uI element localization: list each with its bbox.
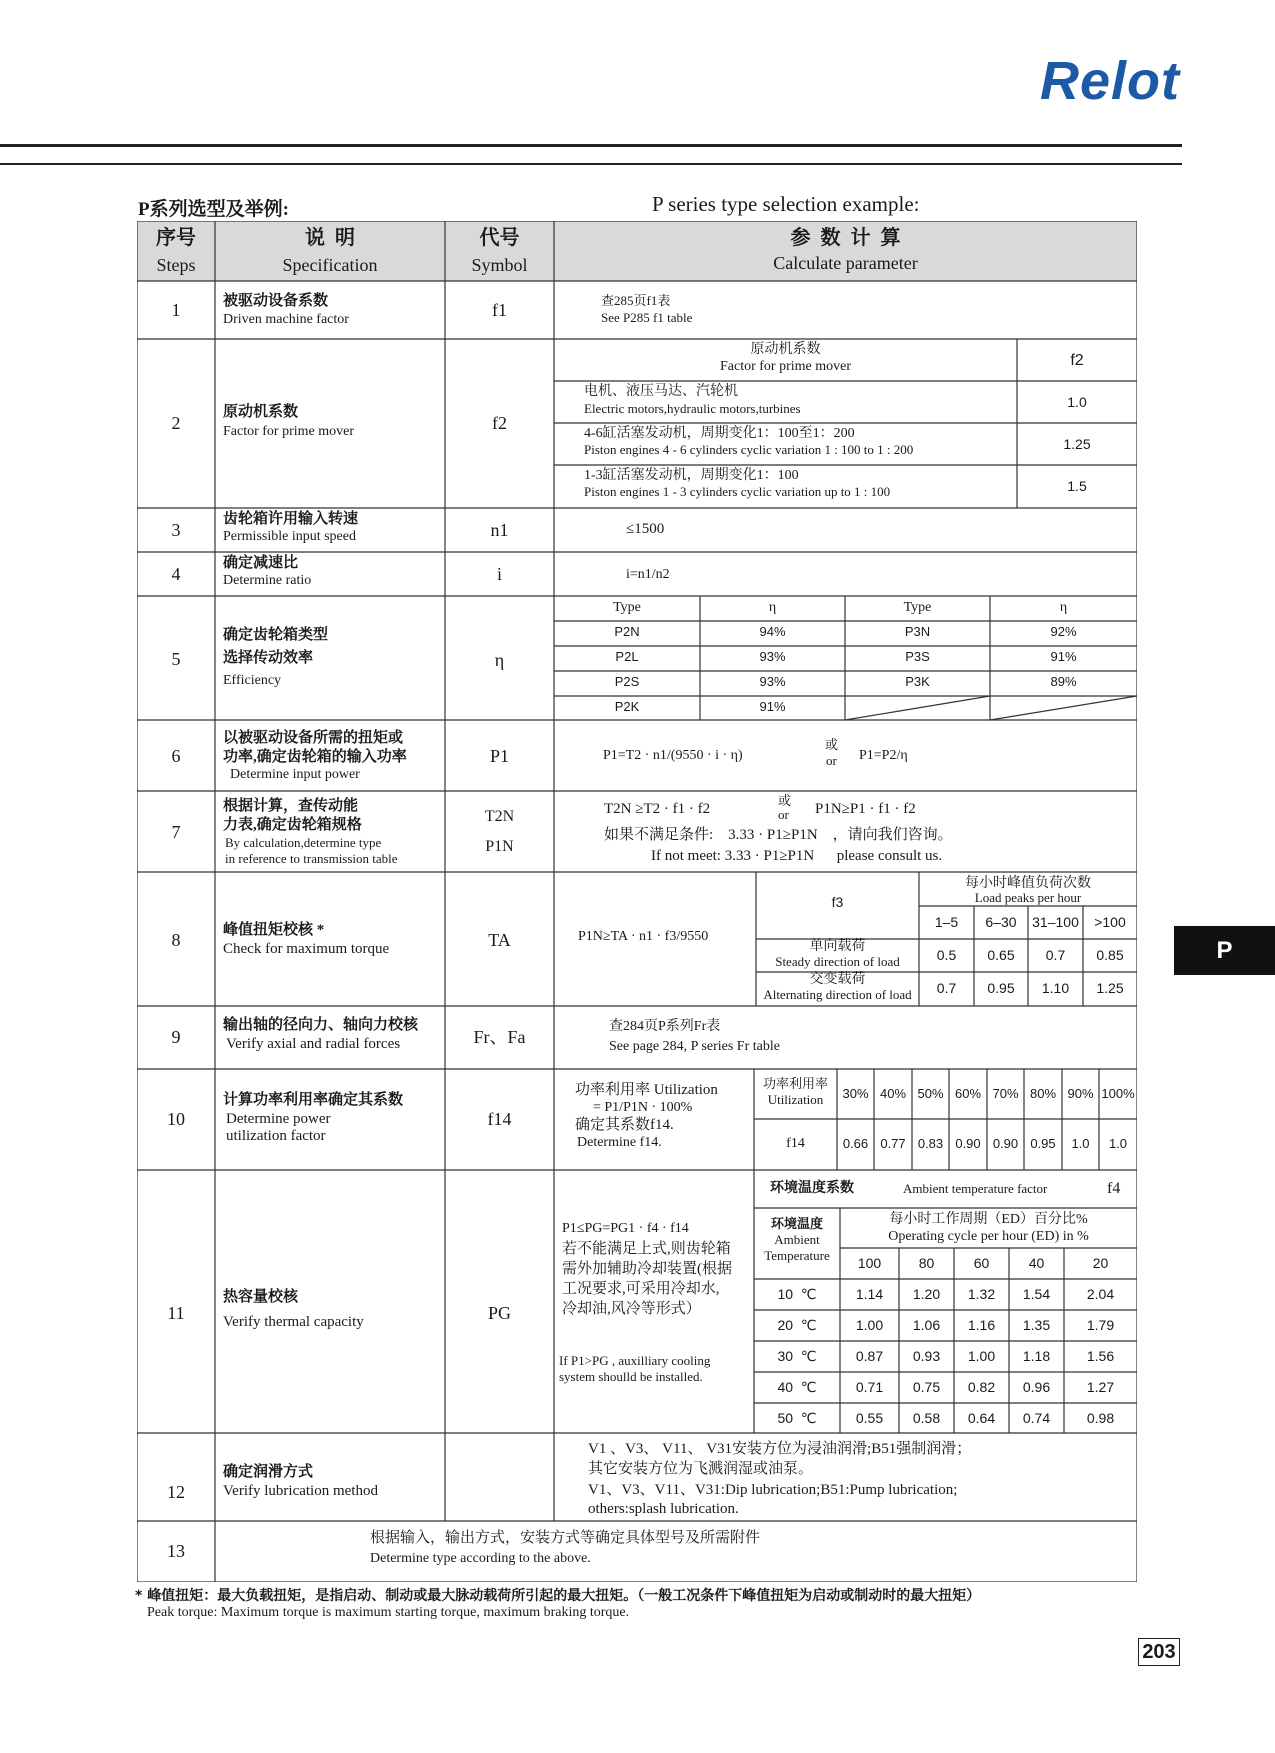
temperature-head-en: Temperature [764, 1248, 830, 1263]
f14-value: 0.90 [992, 1136, 1019, 1151]
step-number: 4 [171, 564, 181, 584]
utilization-text: 功率利用率 Utilization [575, 1082, 718, 1098]
f14-value: 0.95 [1030, 1136, 1056, 1151]
gear-efficiency: 91% [1050, 649, 1077, 664]
f4-value: 0.55 [855, 1410, 884, 1426]
prime-mover-value: 1.25 [1063, 436, 1091, 452]
ambient-temp: 10 ℃ [777, 1286, 817, 1302]
step-number: 3 [171, 520, 181, 540]
symbol: T2N [484, 808, 515, 825]
f3-value: 0.5 [936, 947, 957, 963]
thermal-note-en: If P1>PG , auxilliary cooling [559, 1353, 711, 1368]
symbol: P1 [489, 746, 509, 766]
utilization-pct: 90% [1067, 1086, 1094, 1101]
ambient-temp: 30 ℃ [777, 1348, 817, 1364]
gear-type: P2S [614, 674, 640, 689]
lubrication-en: others:splash lubrication. [588, 1501, 739, 1517]
gear-type: P3K [905, 674, 930, 689]
peak-range: 31–100 [1032, 914, 1079, 930]
thermal-formula: P1≤PG=PG1 · f4 · f14 [562, 1221, 689, 1236]
load-peaks-en: Load peaks per hour [974, 890, 1082, 905]
f4-value: 0.93 [912, 1348, 941, 1364]
formula: T2N ≥T2 · f1 · f2 [604, 801, 711, 817]
brand-logo: Relot [1040, 51, 1180, 111]
step-number: 6 [171, 746, 181, 766]
ed-head-cn: 每小时工作周期（ED）百分比% [889, 1212, 1088, 1227]
spec-cn: 以被驱动设备所需的扭矩或 [223, 730, 404, 746]
section-tab[interactable]: P [1174, 926, 1275, 975]
utilization-text: 确定其系数f14. [575, 1117, 674, 1133]
ambient-factor-cn: 环境温度系数 [770, 1181, 854, 1196]
symbol: η [494, 650, 505, 670]
symbol: f2 [492, 413, 507, 433]
header-calc-en: Calculate parameter [773, 253, 918, 273]
gear-type: P3N [904, 624, 931, 639]
spec-en: Determine input power [230, 767, 360, 782]
spec-en: Check for maximum torque [223, 941, 390, 957]
f14-label: f14 [786, 1136, 805, 1151]
page-title-cn: P系列选型及举例: [138, 199, 289, 220]
peak-range: 1–5 [934, 914, 959, 930]
footnote-cn: * 峰值扭矩：最大负载扭矩，是指启动、制动或最大脉动载荷所引起的最大扭矩。（一般工况条件下峰值扭矩为启动或制动时的最大扭矩） [135, 1588, 981, 1604]
peak-range: >100 [1094, 914, 1126, 930]
gear-type: P2L [615, 649, 639, 664]
calc-value: ≤1500 [626, 521, 665, 537]
header-symbol-en: Symbol [471, 255, 528, 275]
f3-label: f3 [831, 894, 844, 910]
prime-mover-cn: 1-3缸活塞发动机，周期变化1：100 [584, 468, 799, 483]
prime-mover-cn: 4-6缸活塞发动机，周期变化1：100至1：200 [584, 426, 855, 441]
steady-load-en: Steady direction of load [775, 954, 900, 969]
f4-value: 0.82 [967, 1379, 996, 1395]
formula: P1N≥TA · n1 · f3/9550 [578, 929, 709, 944]
utilization-text: Determine f14. [577, 1135, 662, 1150]
step-number: 9 [171, 1027, 181, 1047]
footnote-en: Peak torque: Maximum torque is maximum starting torque, maximum braking torque. [147, 1605, 630, 1620]
step-number: 2 [171, 413, 181, 433]
or-cn: 或 [778, 793, 792, 808]
utilization-pct: 100% [1101, 1086, 1135, 1101]
steady-load-cn: 单向载荷 [809, 939, 866, 954]
f4-value: 0.96 [1022, 1379, 1051, 1395]
formula: P1N≥P1 · f1 · f2 [815, 801, 916, 817]
step-number: 11 [167, 1303, 185, 1323]
header-calc-cn: 参 数 计 算 [790, 227, 901, 249]
spec-en: Efficiency [223, 673, 282, 688]
eff-col-eta: η [1059, 600, 1068, 615]
f3-value: 0.85 [1096, 947, 1124, 963]
utilization-pct: 70% [992, 1086, 1019, 1101]
utilization-pct: 40% [879, 1086, 907, 1101]
header-spec-cn: 说 明 [305, 227, 355, 249]
selection-table [137, 221, 1137, 1582]
calc-en: See page 284, P series Fr table [609, 1039, 780, 1054]
symbol: PG [487, 1303, 511, 1323]
ambient-temp: 40 ℃ [777, 1379, 817, 1395]
spec-en: Verify axial and radial forces [226, 1036, 401, 1052]
spec-cn: 被驱动设备系数 [223, 293, 329, 309]
page-title-en: P series type selection example: [652, 192, 920, 216]
prime-mover-head-en: Factor for prime mover [719, 359, 851, 374]
ed-head-en: Operating cycle per hour (ED) in % [888, 1229, 1089, 1244]
spec-en: in reference to transmission table [225, 851, 398, 866]
f4-value: 1.32 [967, 1286, 996, 1302]
spec-cn: 选择传动效率 [223, 650, 314, 666]
thermal-text: 若不能满足上式,则齿轮箱 [562, 1241, 731, 1257]
gear-efficiency: 93% [759, 649, 786, 664]
symbol: TA [488, 930, 511, 950]
utilization-pct: 50% [917, 1086, 944, 1101]
spec-en: Driven machine factor [223, 312, 349, 327]
f4-value: 0.71 [855, 1379, 884, 1395]
spec-cn: 输出轴的径向力、轴向力校核 [223, 1017, 419, 1033]
spec-cn: 确定润滑方式 [223, 1464, 314, 1480]
lubrication-en: V1、V3、V11、V31:Dip lubrication;B51:Pump lubrication; [588, 1482, 958, 1498]
f4-value: 1.27 [1086, 1379, 1115, 1395]
header-steps-cn: 序号 [156, 227, 196, 249]
spec-en: utilization factor [226, 1128, 326, 1144]
f4-value: 0.87 [855, 1348, 884, 1364]
symbol: P1N [485, 838, 514, 855]
gear-type: P3S [905, 649, 930, 664]
f4-value: 0.74 [1022, 1410, 1051, 1426]
f4-value: 1.06 [912, 1317, 941, 1333]
prime-mover-value: 1.5 [1067, 478, 1087, 494]
f4-value: 1.14 [855, 1286, 884, 1302]
step-number: 8 [171, 930, 181, 950]
utilization-pct: 30% [842, 1086, 869, 1101]
symbol: i [496, 564, 502, 584]
prime-mover-value: 1.0 [1067, 394, 1087, 410]
symbol: n1 [490, 520, 509, 540]
spec-en: Permissible input speed [223, 529, 356, 544]
header-rule [0, 144, 1182, 147]
lubrication-cn: V1 、V3、 V11、 V31安装方位为浸油润滑;B51强制润滑； [588, 1441, 972, 1457]
final-step-cn: 根据输入，输出方式，安装方式等确定具体型号及所需附件 [370, 1530, 761, 1546]
f14-value: 0.77 [880, 1136, 906, 1151]
gear-efficiency: 93% [759, 674, 786, 689]
final-step-en: Determine type according to the above. [370, 1551, 591, 1566]
spec-en: Verify thermal capacity [223, 1314, 364, 1330]
gear-efficiency: 91% [759, 699, 786, 714]
or-cn: 或 [825, 737, 839, 752]
gear-type: P2N [614, 624, 640, 639]
f4-value: 1.35 [1022, 1317, 1051, 1333]
utilization-pct: 60% [954, 1086, 982, 1101]
lubrication-cn: 其它安装方位为飞溅润湿或油泵。 [588, 1461, 814, 1477]
f3-value: 0.65 [987, 947, 1015, 963]
f4-value: 1.18 [1022, 1348, 1051, 1364]
formula: P1=P2/η [859, 748, 908, 763]
spec-cn: 热容量校核 [223, 1289, 299, 1305]
f4-value: 0.98 [1086, 1410, 1115, 1426]
page-number: 203 [1138, 1638, 1180, 1666]
f14-value: 0.83 [917, 1136, 944, 1151]
calc-cn: 查285页f1表 [601, 293, 671, 308]
or-en: or [826, 753, 837, 768]
f4-label: f4 [1107, 1180, 1121, 1197]
f3-value: 1.10 [1041, 980, 1070, 996]
f4-value: 0.58 [912, 1410, 941, 1426]
f14-value: 0.90 [955, 1136, 981, 1151]
header-spec-en: Specification [282, 255, 378, 275]
prime-mover-en: Electric motors,hydraulic motors,turbines [584, 401, 801, 416]
utilization-text: = P1/P1N · 100% [593, 1100, 693, 1115]
spec-cn: 齿轮箱许用输入转速 [223, 511, 359, 527]
calc-en: See P285 f1 table [601, 310, 693, 325]
utilization-head-cn: 功率利用率 [762, 1076, 828, 1091]
spec-cn: 根据计算，查传动能 [223, 798, 359, 814]
f4-value: 0.64 [967, 1410, 996, 1426]
temperature-head-cn: 环境温度 [770, 1216, 823, 1231]
ed-percent: 100 [857, 1255, 882, 1271]
calc-value: i=n1/n2 [626, 567, 670, 582]
f4-value: 1.00 [855, 1317, 884, 1333]
condition-cn: 如果不满足条件: 3.33 · P1≥P1N ，请向我们咨询。 [604, 827, 953, 843]
spec-cn: 确定齿轮箱类型 [223, 627, 329, 643]
f3-value: 0.7 [936, 980, 957, 996]
f3-value: 0.95 [987, 980, 1015, 996]
step-number: 5 [171, 649, 181, 669]
f14-value: 1.0 [1071, 1136, 1090, 1151]
eff-col-type: Type [613, 600, 641, 615]
gear-efficiency: 89% [1050, 674, 1077, 689]
prime-mover-en: Piston engines 1 - 3 cylinders cyclic variation up to 1 : 100 [584, 484, 891, 499]
symbol: f14 [487, 1109, 512, 1129]
spec-en: Determine ratio [223, 573, 312, 588]
f4-value: 2.04 [1086, 1286, 1115, 1302]
prime-mover-en: Piston engines 4 - 6 cylinders cyclic variation 1 : 100 to 1 : 200 [584, 442, 914, 457]
step-number: 13 [167, 1541, 185, 1561]
f3-value: 1.25 [1096, 980, 1124, 996]
f14-value: 1.0 [1108, 1136, 1128, 1151]
f4-value: 1.79 [1086, 1317, 1115, 1333]
f4-value: 1.00 [967, 1348, 996, 1364]
gear-efficiency: 92% [1050, 624, 1077, 639]
header-symbol-cn: 代号 [479, 227, 520, 249]
thermal-text: 工况要求,可采用冷却水, [562, 1281, 720, 1297]
ed-percent: 60 [973, 1255, 990, 1271]
symbol: f1 [492, 300, 507, 320]
ed-percent: 40 [1028, 1255, 1045, 1271]
gear-efficiency: 94% [759, 624, 786, 639]
f4-value: 0.75 [912, 1379, 941, 1395]
spec-en: Verify lubrication method [223, 1483, 378, 1499]
utilization-head-en: Utilization [767, 1092, 824, 1107]
symbol: Fr、Fa [473, 1027, 526, 1047]
calc-cn: 查284页P系列Fr表 [609, 1019, 721, 1034]
f4-value: 1.16 [967, 1317, 996, 1333]
alternating-load-en: Alternating direction of load [763, 987, 912, 1002]
or-en: or [778, 807, 789, 822]
step-number: 12 [167, 1482, 185, 1502]
f14-value: 0.66 [842, 1136, 869, 1151]
thermal-text: 需外加辅助冷却装置(根据 [562, 1261, 732, 1277]
header-rule [0, 163, 1182, 165]
utilization-pct: 80% [1029, 1086, 1057, 1101]
ed-percent: 20 [1092, 1255, 1109, 1271]
gear-type: P2K [614, 699, 640, 714]
thermal-text: 冷却油,风冷等形式） [562, 1301, 701, 1317]
ambient-temp: 50 ℃ [777, 1410, 817, 1426]
temperature-head-en: Ambient [774, 1232, 820, 1247]
spec-en: Factor for prime mover [223, 424, 355, 439]
step-number: 7 [171, 822, 181, 842]
load-peaks-cn: 每小时峰值负荷次数 [965, 876, 1091, 891]
formula: P1=T2 · n1/(9550 · i · η) [603, 748, 743, 763]
eff-col-eta: η [768, 600, 777, 615]
step-number: 1 [171, 300, 181, 320]
spec-cn: 原动机系数 [223, 404, 299, 420]
f4-value: 1.54 [1022, 1286, 1051, 1302]
ambient-factor-en: Ambient temperature factor [903, 1181, 1048, 1196]
eff-col-type: Type [903, 600, 932, 615]
prime-mover-head-cn: 原动机系数 [750, 342, 821, 357]
spec-cn: 峰值扭矩校核 * [223, 922, 325, 938]
prime-mover-cn: 电机、液压马达、汽轮机 [584, 384, 738, 399]
spec-cn: 功率,确定齿轮箱的输入功率 [223, 749, 407, 765]
ambient-temp: 20 ℃ [777, 1317, 817, 1333]
step-number: 10 [167, 1109, 185, 1129]
f3-value: 0.7 [1045, 947, 1066, 963]
header-steps-en: Steps [156, 255, 196, 275]
spec-cn: 力表,确定齿轮箱规格 [223, 817, 362, 833]
ed-percent: 80 [918, 1255, 935, 1271]
f4-value: 1.20 [912, 1286, 941, 1302]
condition-en: If not meet: 3.33 · P1≥P1N please consult us. [651, 848, 943, 864]
f4-value: 1.56 [1086, 1348, 1115, 1364]
spec-en: Determine power [226, 1111, 331, 1127]
prime-mover-head-f2: f2 [1070, 352, 1084, 369]
spec-en: By calculation,determine type [225, 835, 382, 850]
spec-cn: 计算功率利用率确定其系数 [223, 1092, 404, 1108]
spec-cn: 确定减速比 [223, 555, 299, 571]
alternating-load-cn: 交变载荷 [809, 972, 866, 987]
peak-range: 6–30 [985, 914, 1017, 930]
thermal-note-en: system shoulld be installed. [559, 1369, 703, 1384]
